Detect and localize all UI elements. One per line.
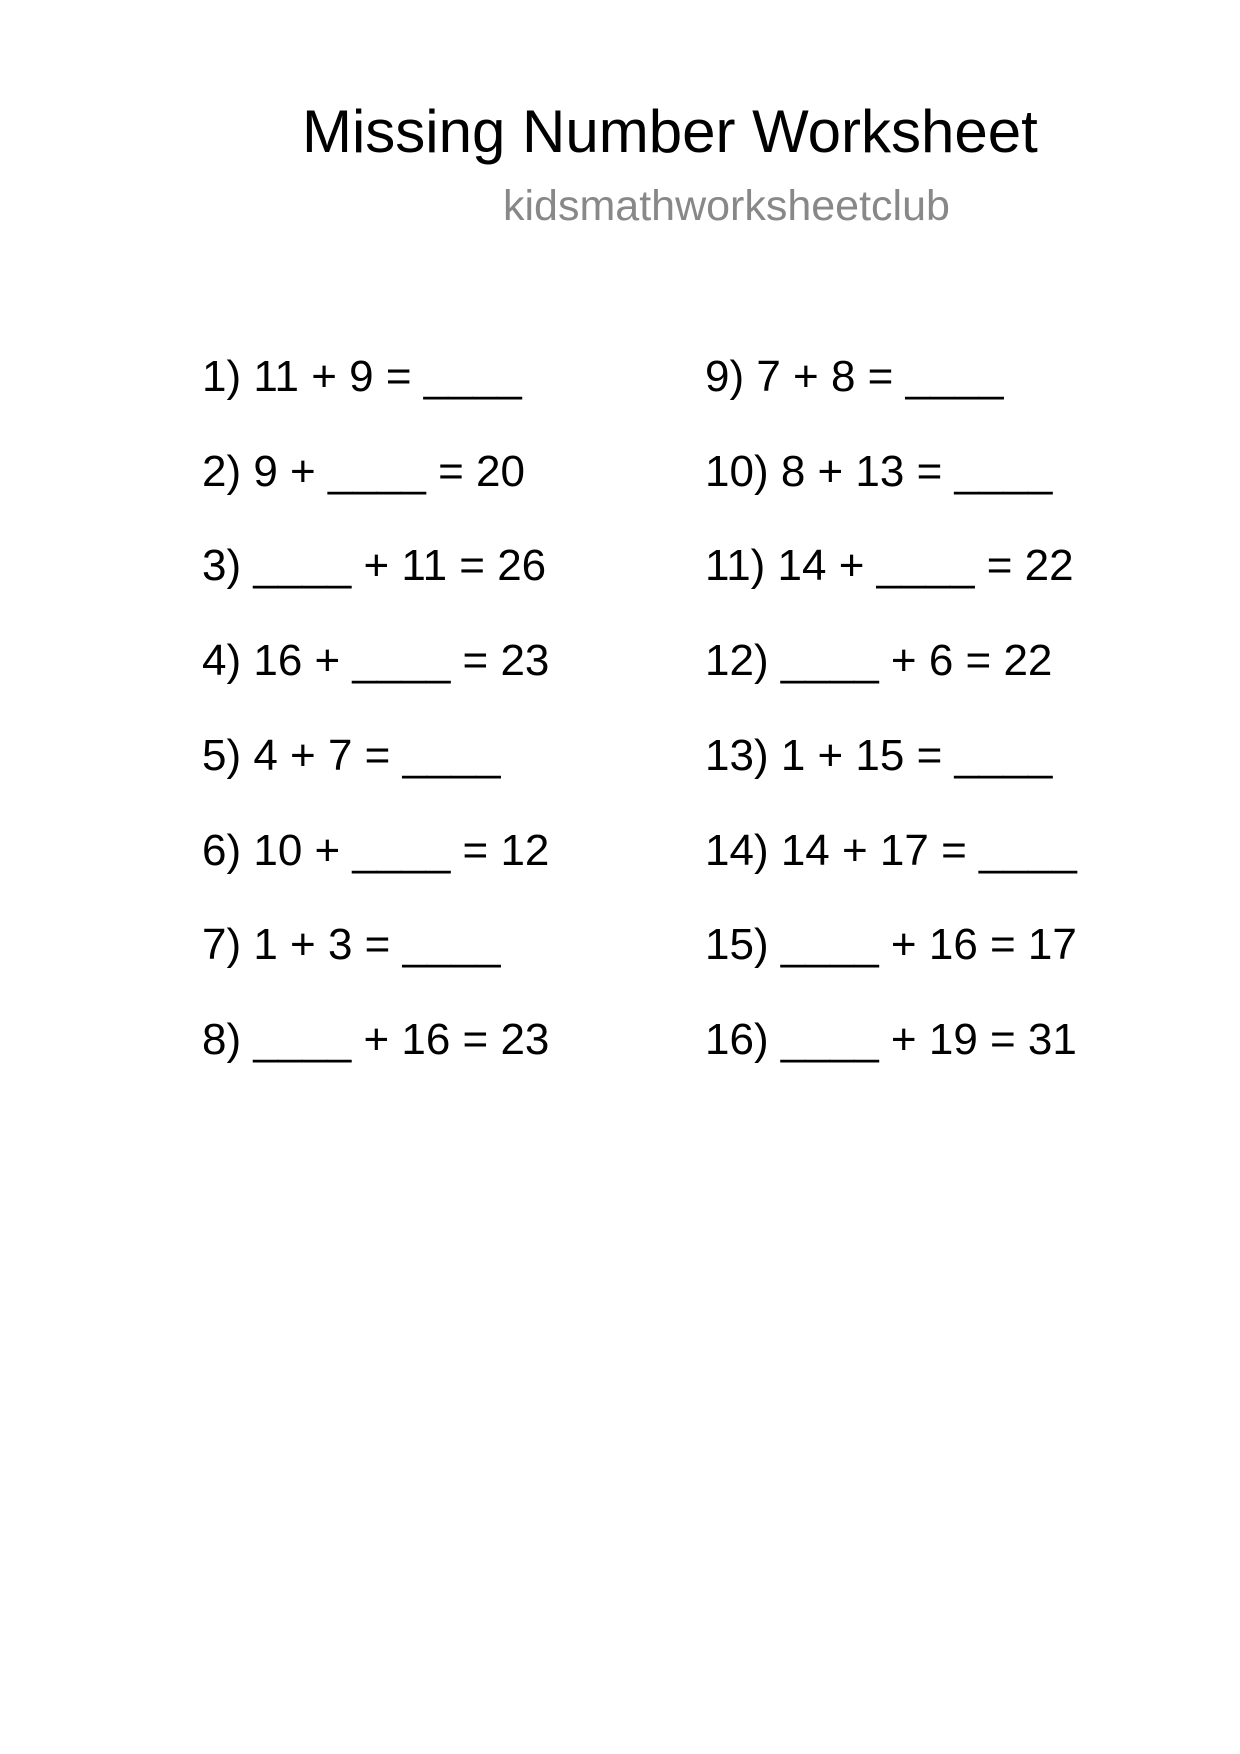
worksheet-title: Missing Number Worksheet — [302, 98, 1038, 165]
problem-13: 13) 1 + 15 = ____ — [705, 731, 1053, 780]
problem-2: 2) 9 + ____ = 20 — [202, 447, 525, 496]
problem-7: 7) 1 + 3 = ____ — [202, 920, 501, 969]
problem-12: 12) ____ + 6 = 22 — [705, 636, 1053, 685]
problem-8: 8) ____ + 16 = 23 — [202, 1015, 550, 1064]
problem-3: 3) ____ + 11 = 26 — [202, 541, 547, 590]
problem-9: 9) 7 + 8 = ____ — [705, 352, 1004, 401]
problem-16: 16) ____ + 19 = 31 — [705, 1015, 1077, 1064]
worksheet-subtitle: kidsmathworksheetclub — [503, 182, 950, 230]
problem-1: 1) 11 + 9 = ____ — [202, 352, 522, 401]
problem-5: 5) 4 + 7 = ____ — [202, 731, 501, 780]
problem-10: 10) 8 + 13 = ____ — [705, 447, 1053, 496]
problem-14: 14) 14 + 17 = ____ — [705, 826, 1077, 875]
problem-15: 15) ____ + 16 = 17 — [705, 920, 1077, 969]
problem-6: 6) 10 + ____ = 12 — [202, 826, 550, 875]
problem-11: 11) 14 + ____ = 22 — [705, 541, 1074, 590]
problem-4: 4) 16 + ____ = 23 — [202, 636, 550, 685]
